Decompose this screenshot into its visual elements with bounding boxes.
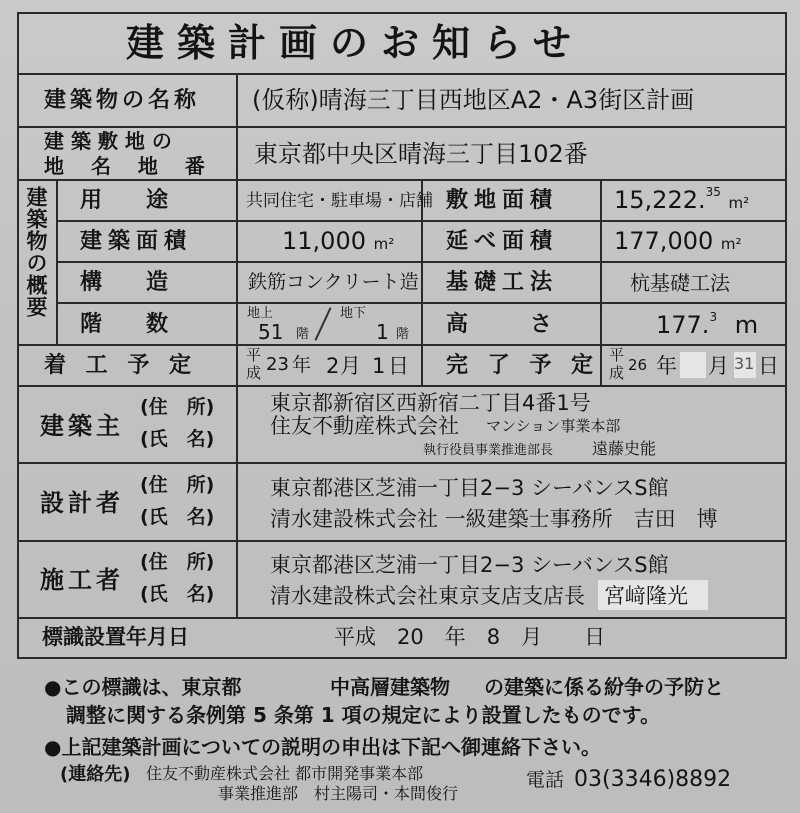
contact-line-2: 事業推進部 村主陽司・本間俊行: [218, 784, 459, 803]
building-name-value: (仮称)晴海三丁目西地区A2・A3街区計画: [252, 86, 695, 114]
owner-dept: マンション事業本部: [486, 417, 621, 435]
finish-month-blank: [680, 352, 706, 378]
column-divider: [56, 179, 58, 345]
posted-date-label: 標識設置年月日: [42, 625, 189, 649]
site-area-number: 15,222.: [614, 186, 706, 214]
site-area-label: 敷地面積: [446, 188, 559, 213]
note-line-1a: ●この標識は、東京都: [44, 675, 242, 699]
site-location-value: 東京都中央区晴海三丁目102番: [254, 140, 588, 168]
building-area-number: 11,000: [282, 227, 366, 255]
floors-label: 階 数: [80, 312, 169, 337]
owner-address: 東京都新宿区西新宿二丁目4番1号: [270, 391, 591, 415]
site-location-label-2: 地 名 地 番: [44, 154, 215, 178]
finish-month-unit: 月: [708, 354, 729, 378]
floors-below-value: 1: [376, 320, 389, 344]
floors-above-value: 51: [258, 320, 284, 344]
phone-number: 03(3346)8892: [574, 767, 732, 792]
builder-name-label: (氏 名): [140, 583, 215, 605]
owner-name-label: (氏 名): [140, 428, 215, 450]
start-era-2: 成: [246, 364, 262, 382]
row-divider: [17, 385, 787, 387]
posted-date-value: 平成 20 年 8 月 日: [334, 625, 606, 649]
note-line-1b: 中高層建築物: [330, 675, 450, 699]
finish-year: 26: [628, 356, 648, 374]
height-value: [656, 310, 759, 339]
start-day: 1: [372, 354, 386, 378]
builder-address-label: (住 所): [140, 551, 215, 573]
row-divider: [17, 73, 787, 75]
height-unit: m: [734, 311, 759, 339]
phone-label: 電話: [526, 769, 565, 791]
note-line-1c: の建築に係る紛争の予防と: [484, 675, 724, 699]
building-area-value: [282, 229, 394, 253]
designer-address: 東京都港区芝浦一丁目2−3 シーバンスS館: [270, 476, 669, 500]
foundation-value: 杭基礎工法: [630, 271, 730, 295]
height-number: 177.: [656, 311, 710, 339]
column-divider: [236, 73, 238, 618]
floor-area-value: [614, 229, 742, 253]
building-area-unit: m²: [373, 235, 395, 253]
row-divider: [17, 126, 787, 128]
owner-person: 遠藤史能: [592, 439, 657, 458]
building-name-label: 建築物の名称: [44, 88, 201, 113]
finish-label: 完 了 予 定: [446, 353, 599, 378]
start-month-unit: 月: [340, 354, 361, 378]
site-area-unit: m²: [728, 194, 750, 212]
structure-value: 鉄筋コンクリート造: [248, 271, 419, 293]
floor-area-number: 177,000: [614, 227, 714, 255]
floors-above-label: 地上: [247, 306, 274, 321]
row-divider: [17, 462, 787, 464]
note-line-3: ●上記建築計画についての説明の申出は下記へ御連絡下さい。: [44, 735, 602, 759]
finish-era-2: 成: [609, 364, 625, 382]
builder-company: 清水建設株式会社東京支店支店長: [270, 584, 585, 608]
start-label: 着 工 予 定: [44, 353, 197, 378]
finish-era-1: 平: [609, 346, 625, 364]
row-divider: [17, 344, 787, 346]
contact-label: (連絡先): [60, 764, 131, 785]
builder-label: 施工者: [40, 566, 124, 594]
contact-line-1: 住友不動産株式会社 都市開発事業本部: [146, 764, 424, 783]
site-location-label-1: 建 築 敷 地 の: [44, 129, 172, 153]
start-era-1: 平: [246, 346, 262, 364]
row-divider: [17, 617, 787, 619]
finish-year-unit: 年: [656, 354, 677, 378]
owner-address-label: (住 所): [140, 396, 215, 418]
owner-title: 執行役員事業推進部長: [423, 443, 554, 458]
row-divider: [17, 540, 787, 542]
builder-person: 宮﨑隆光: [604, 584, 688, 608]
floors-below-unit: 階: [396, 327, 410, 342]
notice-title: 建築計画のお知らせ: [126, 21, 584, 65]
column-divider: [600, 179, 602, 386]
floor-area-label: 延べ面積: [446, 229, 559, 254]
designer-address-label: (住 所): [140, 474, 215, 496]
designer-company: 清水建設株式会社 一級建築士事務所 吉田 博: [270, 507, 718, 531]
designer-label: 設計者: [40, 489, 124, 517]
use-value: 共同住宅・駐車場・店舗: [246, 191, 433, 211]
overview-label: 建築物の概要: [24, 186, 48, 318]
builder-address: 東京都港区芝浦一丁目2−3 シーバンスS館: [270, 553, 669, 577]
designer-name-label: (氏 名): [140, 506, 215, 528]
note-line-2: 調整に関する条例第 5 条第 1 項の規定により設置したものです。: [66, 703, 661, 727]
foundation-label: 基礎工法: [446, 270, 559, 295]
owner-company: 住友不動産株式会社: [270, 414, 459, 438]
site-area-decimal: 35: [705, 185, 721, 199]
owner-label: 建築主: [40, 412, 124, 440]
finish-day: 31: [734, 354, 755, 373]
site-area-value: [614, 185, 750, 214]
start-day-unit: 日: [388, 354, 409, 378]
start-year-unit: 年: [292, 354, 312, 376]
structure-label: 構 造: [80, 270, 169, 295]
height-decimal: 3: [709, 310, 718, 324]
building-area-label: 建築面積: [80, 229, 193, 254]
floor-area-unit: m²: [720, 235, 742, 253]
start-month: 2: [326, 354, 340, 378]
start-year: 23: [266, 354, 289, 375]
row-divider: [17, 179, 787, 181]
floors-above-unit: 階: [296, 327, 310, 342]
floors-below-label: 地下: [340, 306, 367, 321]
finish-day-unit: 日: [758, 354, 779, 378]
height-label: 高 さ: [446, 312, 559, 337]
use-label: 用 途: [80, 188, 169, 213]
